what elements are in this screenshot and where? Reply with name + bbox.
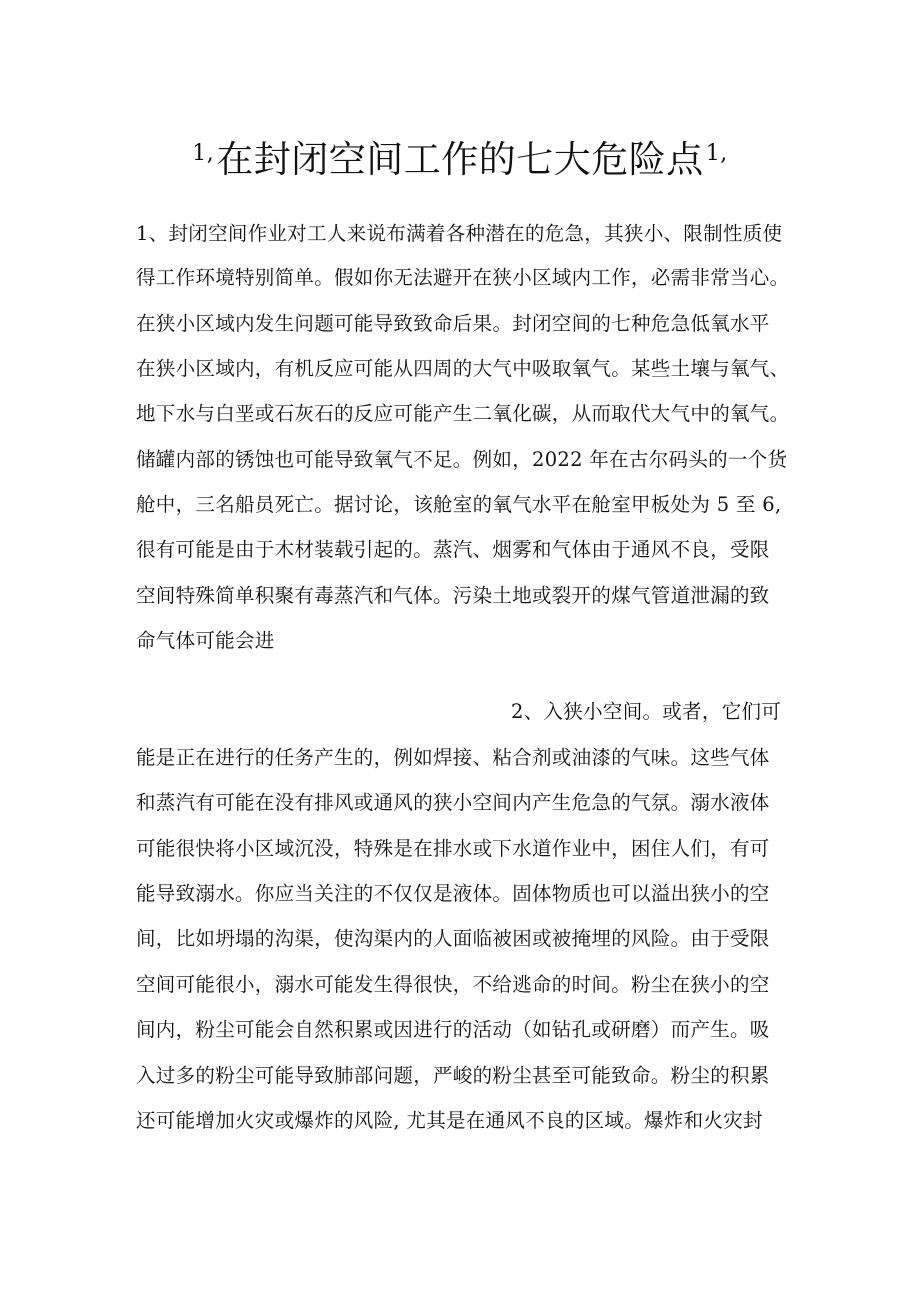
body-line: 在狭小区域内发生问题可能导致致命后果。封闭空间的七种危急低氧水平 — [136, 312, 770, 335]
body-line: 1、封闭空间作业对工人来说布满着各种潜在的危急，其狭小、限制性质使 — [136, 222, 783, 245]
body-line: 间内，粉尘可能会自然积累或因进行的活动（如钻孔或研磨）而产生。吸 — [136, 1018, 770, 1041]
body-line: 在狭小区域内，有机反应可能从四周的大气中吸取氧气。某些土壤与氧气、 — [136, 357, 790, 380]
body-line: 命气体可能会进 — [136, 629, 275, 652]
title-prefix-mark: 1, — [192, 141, 215, 166]
body-line: 空间特殊简单积聚有毒蒸汽和气体。污染土地或裂开的煤气管道泄漏的致 — [136, 584, 770, 607]
title-suffix-mark: 1, — [705, 141, 728, 166]
body-line: 得工作环境特别简单。假如你无法避开在狭小区域内工作，必需非常当心。 — [136, 266, 790, 289]
body-line: 能是正在进行的任务产生的，例如焊接、粘合剂或油漆的气味。这些气体 — [136, 746, 770, 769]
body-line: 舱中，三名船员死亡。据讨论，该舱室的氧气水平在舱室甲板处为 5 至 6, — [136, 493, 782, 516]
body-line: 还可能增加火灾或爆炸的风险, 尤其是在通风不良的区域。爆炸和火灾封 — [136, 1109, 763, 1132]
body-line: 和蒸汽有可能在没有排风或通风的狭小空间内产生危急的气氛。溺水液体 — [136, 791, 770, 814]
body-line: 能导致溺水。你应当关注的不仅仅是液体。固体物质也可以溢出狭小的空 — [136, 882, 770, 905]
body-line: 入过多的粉尘可能导致肺部问题，严峻的粉尘甚至可能致命。粉尘的积累 — [136, 1064, 770, 1087]
document-title — [0, 128, 920, 186]
body-line: 空间可能很小，溺水可能发生得很快，不给逃命的时间。粉尘在狭小的空 — [136, 973, 770, 996]
body-line: 储罐内部的锈蚀也可能导致氧气不足。例如，2022 年在古尔码头的一个货 — [136, 448, 788, 471]
title-text: 在封闭空间工作的七大危险点 — [216, 138, 704, 181]
section-2-start-line: 2、入狭小空间。或者，它们可 — [511, 700, 782, 723]
body-line: 间，比如坍塌的沟渠，使沟渠内的人面临被困或被掩埋的风险。由于受限 — [136, 927, 770, 950]
body-line: 可能很快将小区域沉没，特殊是在排水或下水道作业中，困住人们，有可 — [136, 837, 770, 860]
body-line: 很有可能是由于木材装载引起的。蒸汽、烟雾和气体由于通风不良，受限 — [136, 538, 770, 561]
body-line: 地下水与白垩或石灰石的反应可能产生二氧化碳，从而取代大气中的氧气。 — [136, 402, 790, 425]
